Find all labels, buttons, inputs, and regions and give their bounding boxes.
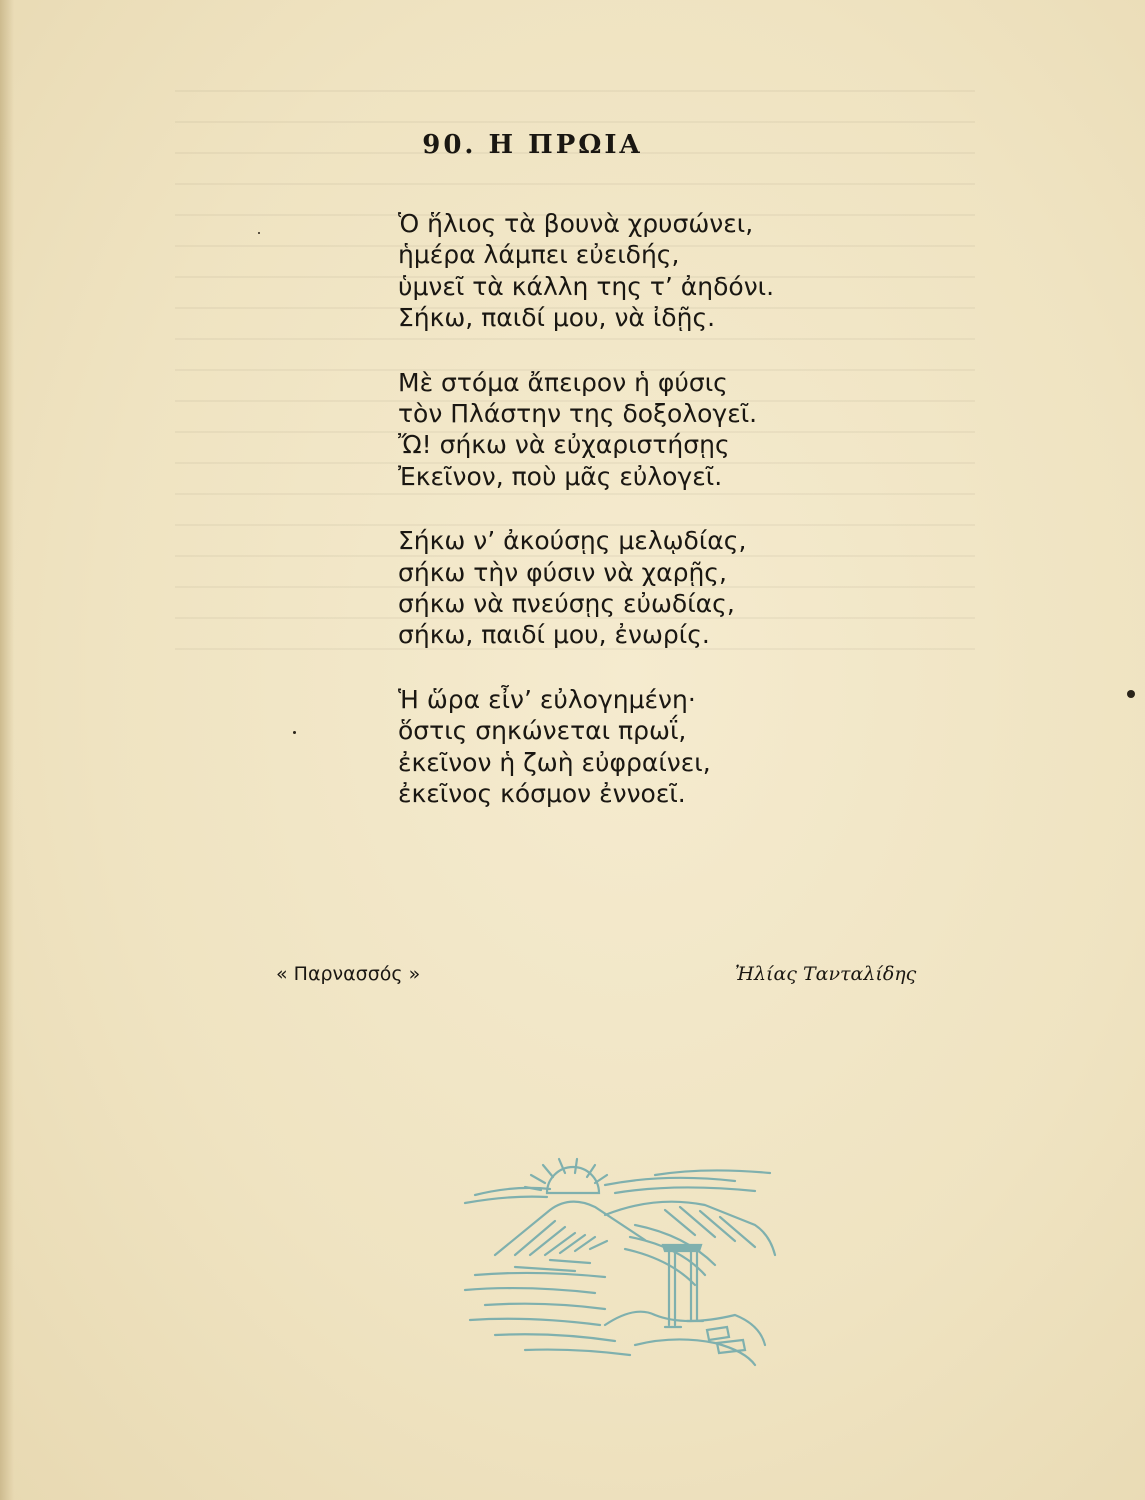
poem-line: Ἐκεῖνον, ποὺ μᾶς εὐλογεῖ. — [398, 461, 723, 491]
stanza — [398, 367, 918, 493]
stanza — [398, 208, 918, 334]
poem-source: « Παρνασσός » — [276, 963, 421, 985]
poem-line: σήκω, παιδί μου, ἐνωρίς. — [398, 620, 710, 650]
poem-line: ἡμέρα λάμπει εὐειδής, — [398, 240, 680, 270]
poem-body — [398, 208, 918, 843]
poem-line: Ὁ ἥλιος τὰ βουνὰ χρυσώνει, — [398, 209, 754, 238]
poem-line: ὅστις σηκώνεται πρωΐ, — [398, 716, 687, 746]
poem-line: Ἡ ὥρα εἶν’ εὐλογημένη· — [398, 684, 696, 714]
page-edge-shadow — [0, 0, 14, 1500]
poem-line: ὑμνεῖ τὰ κάλλη της τ’ ἀηδόνι. — [398, 271, 775, 301]
ink-speck — [258, 232, 260, 234]
poem-author: Ἠλίας Τανταλίδης — [735, 963, 917, 985]
poem-line: τὸν Πλάστην της δοξολογεῖ. — [398, 399, 758, 429]
poem-line: ἐκεῖνον ἡ ζωὴ εὐφραίνει, — [398, 747, 711, 777]
ink-speck — [1127, 690, 1135, 698]
poem-line: Σήκω ν’ ἀκούσῃς μελῳδίας, — [398, 526, 747, 556]
poem-line: σήκω τὴν φύσιν νὰ χαρῇς, — [398, 557, 727, 587]
stanza — [398, 525, 918, 651]
stanza — [398, 684, 918, 810]
poem-title: 90. Η ΠΡΩΙΑ — [422, 130, 643, 160]
poem-line: Μὲ στόμα ἄπειρον ἡ φύσις — [398, 367, 728, 397]
poem-line: Ὤ! σήκω νὰ εὐχαριστήσῃς — [398, 430, 730, 460]
poem-line: Σήκω, παιδί μου, νὰ ἰδῇς. — [398, 303, 716, 333]
poem-line: σήκω νὰ πνεύσῃς εὐωδίας, — [398, 589, 735, 619]
seaside-temple-sunrise-illustration — [455, 1155, 785, 1375]
ink-speck — [293, 731, 296, 734]
poem-line: ἐκεῖνος κόσμον ἐννοεῖ. — [398, 779, 686, 809]
